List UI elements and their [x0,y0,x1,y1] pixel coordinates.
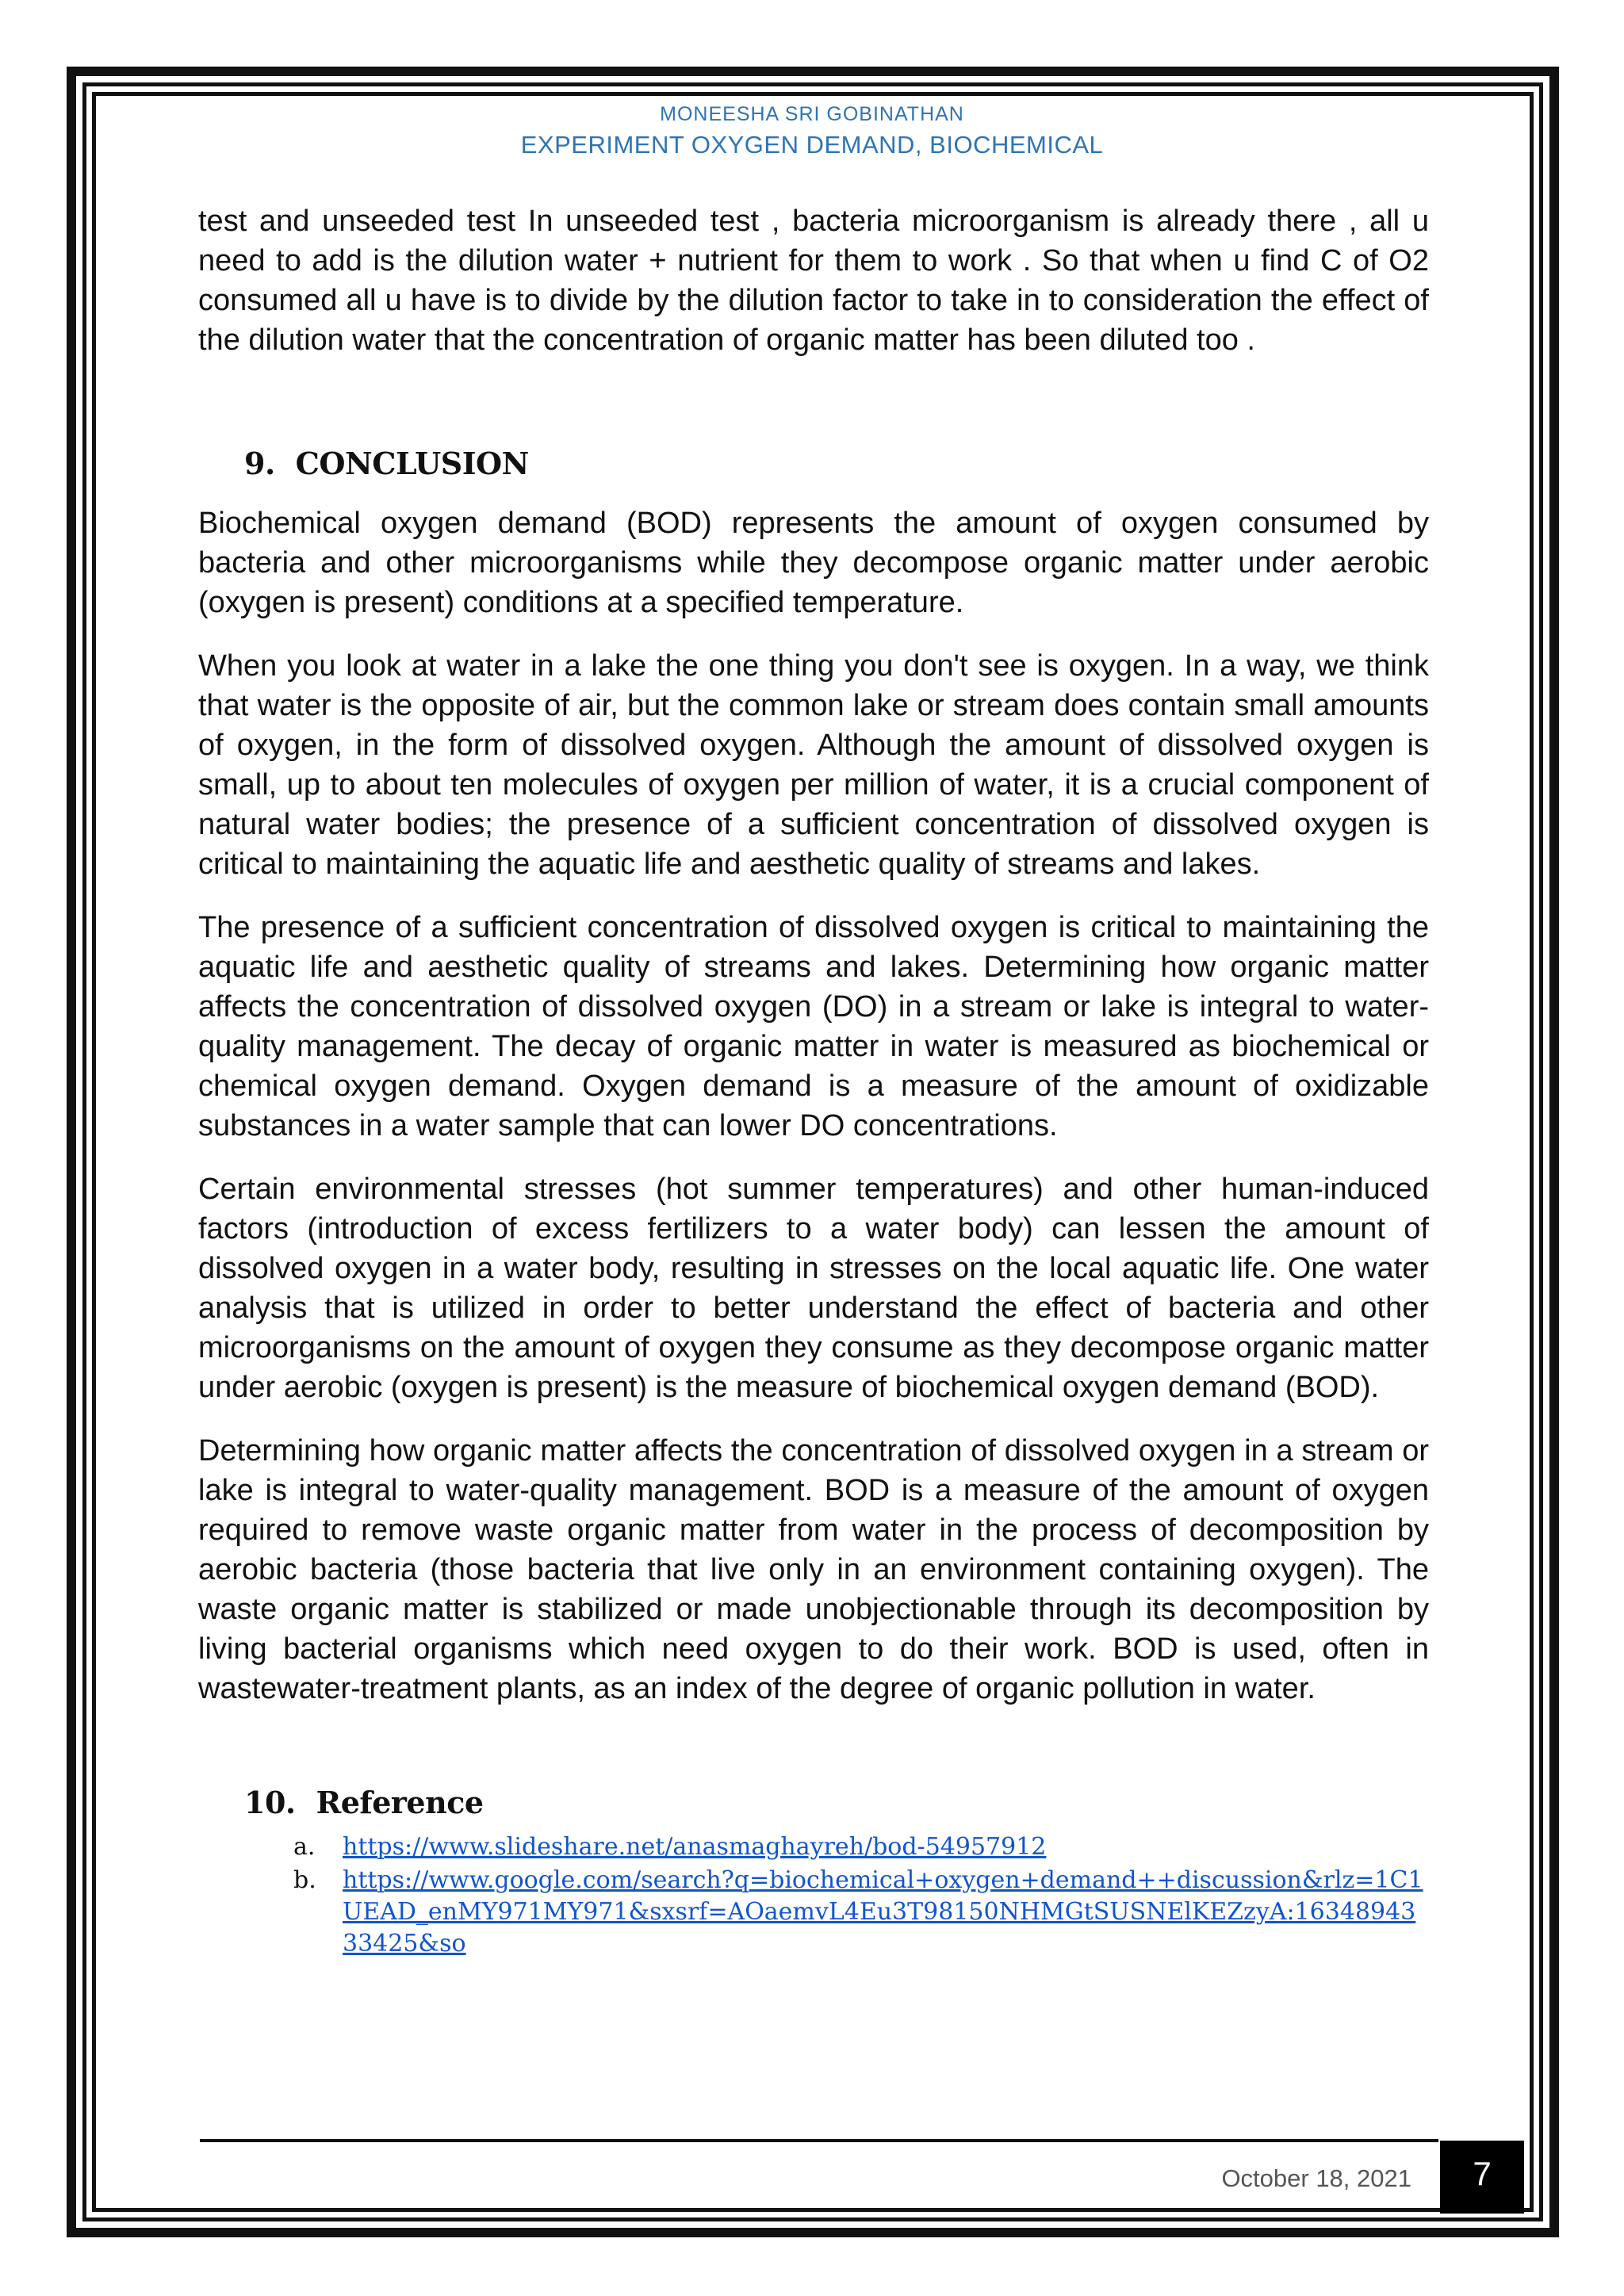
conclusion-heading [244,446,1429,481]
conclusion-paragraph: Determining how organic matter affects the concentration of dissolved oxygen in a stream or lake is integral to water-quality management. BOD is a measure of the amount of oxygen required to remove waste organic matter from water in the process of decomposition by aerobic bacteria (those bacteria that live only in an environment containing oxygen). The waste organic matter is stabilized or made unobjectionable through its decomposition by living bacterial organisms which need oxygen to do their work. BOD is used, often in wastewater-treatment plants, as an index of the degree of organic pollution in water. [198,1434,1429,1705]
footer-divider [200,2139,1438,2142]
reference-number: 10. [244,1785,296,1820]
header-author: MONEESHA SRI GOBINATHAN [660,103,964,125]
header-title: EXPERIMENT OXYGEN DEMAND, BIOCHEMICAL [520,131,1104,159]
footer-date: October 18, 2021 [1221,2164,1411,2192]
reference-link[interactable]: https://www.slideshare.net/anasmaghayreh/bod-54957912 [343,1833,1047,1861]
conclusion-title: CONCLUSION [295,446,529,481]
reference-letter: a. [293,1833,316,1861]
intro-paragraph: test and unseeded test In unseeded test , bacteria microorganism is already there , all u need to add is the dilution water + nutrient for them to work . So that when u find C of O2 consumed all u have is to divide by the dilution factor to take in to consideration the effect of the dilution water that the concentration of organic matter has been diluted too . [198,205,1429,357]
reference-heading [244,1785,1429,1820]
reference-link[interactable]: https://www.google.com/search?q=biochemical+oxygen+demand++discussion&rlz=1C1UEAD_enMY971MY971&sxsrf=AOaemvL4Eu3T98150NHMGtSUSNElKEZzyA:1634894333425&so [343,1866,1423,1957]
page-content [198,201,1429,1961]
conclusion-paragraph: Certain environmental stresses (hot summer temperatures) and other human-induced factors (introduction of excess fertilizers to a water body) can lessen the amount of dissolved oxygen in a water body, resulting in stresses on the local aquatic life. One water analysis that is utilized in order to better understand the effect of bacteria and other microorganisms on the amount of oxygen they consume as they decompose organic matter under aerobic (oxygen is present) is the measure of biochemical oxygen demand (BOD). [198,1173,1429,1404]
reference-item [293,1865,1429,1960]
conclusion-paragraph: When you look at water in a lake the one thing you don't see is oxygen. In a way, we think that water is the opposite of air, but the common lake or stream does contain small amounts of oxygen, in the form of dissolved oxygen. Although the amount of dissolved oxygen is small, up to about ten molecules of oxygen per million of water, it is a crucial component of natural water bodies; the presence of a sufficient concentration of dissolved oxygen is critical to maintaining the aquatic life and aesthetic quality of streams and lakes. [198,649,1429,881]
reference-letter: b. [293,1866,316,1894]
page-number: 7 [1440,2141,1524,2214]
conclusion-paragraph: The presence of a sufficient concentration of dissolved oxygen is critical to maintaining the aquatic life and aesthetic quality of streams and lakes. Determining how organic matter affects the concentration of dissolved oxygen (DO) in a stream or lake is integral to water- quality management. The decay of organic matter in water is measured as biochemical or chemical oxygen demand. Oxygen demand is a measure of the amount of oxidizable substances in a water sample that can lower DO concentrations. [198,911,1429,1142]
reference-list [293,1831,1429,1960]
conclusion-number: 9. [244,446,275,481]
conclusion-paragraph: Biochemical oxygen demand (BOD) represents the amount of oxygen consumed by bacteria and other microorganisms while they decompose organic matter under aerobic (oxygen is present) conditions at a specified temperature. [198,507,1429,619]
reference-item [293,1831,1429,1863]
reference-title: Reference [316,1785,484,1820]
